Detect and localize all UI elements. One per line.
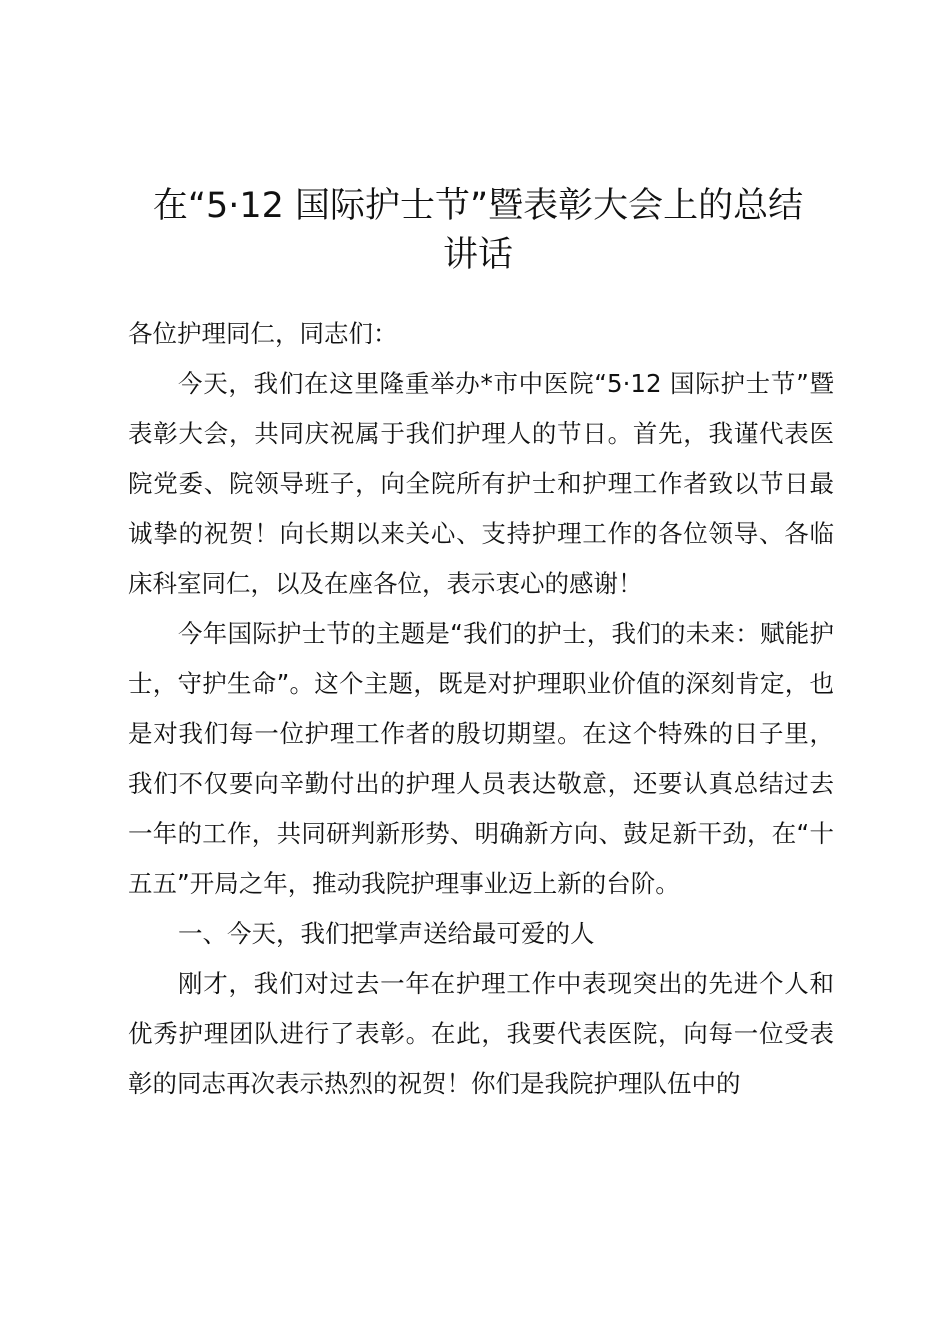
paragraph-opening: 今天，我们在这里隆重举办*市中医院“5·12 国际护士节”暨表彰大会，共同庆祝属于我们护理人的节日。首先，我谨代表医院党委、院领导班子，向全院所有护士和护理工作者致以节日最诚挚的祝贺！向长期以来关心、支持护理工作的各位领导、各临床科室同仁，以及在座各位，表示衷心的感谢！ [128,369,834,598]
paragraph-theme: 今年国际护士节的主题是“我们的护士，我们的未来：赋能护士，守护生命”。这个主题，既是对护理职业价值的深刻肯定，也是对我们每一位护理工作者的殷切期望。在这个特殊的日子里，我们不仅要向辛勤付出的护理人员表达敬意，还要认真总结过去一年的工作，共同研判新形势、明确新方向、鼓足新干劲，在“十五五”开局之年，推动我院护理事业迈上新的台阶。 [128,619,834,898]
document-body [128,309,834,1109]
document-title-line-1: 在“5·12 国际护士节”暨表彰大会上的总结 [152,186,804,226]
paragraph-commendation: 刚才，我们对过去一年在护理工作中表现突出的先进个人和优秀护理团队进行了表彰。在此，我要代表医院，向每一位受表彰的同志再次表示热烈的祝贺！你们是我院护理队伍中的 [128,969,834,1098]
document-title-line-2: 讲话 [442,235,513,275]
section-heading-1: 一、今天，我们把掌声送给最可爱的人 [178,919,595,948]
document-title [128,182,828,280]
salutation: 各位护理同仁，同志们： [128,319,398,348]
